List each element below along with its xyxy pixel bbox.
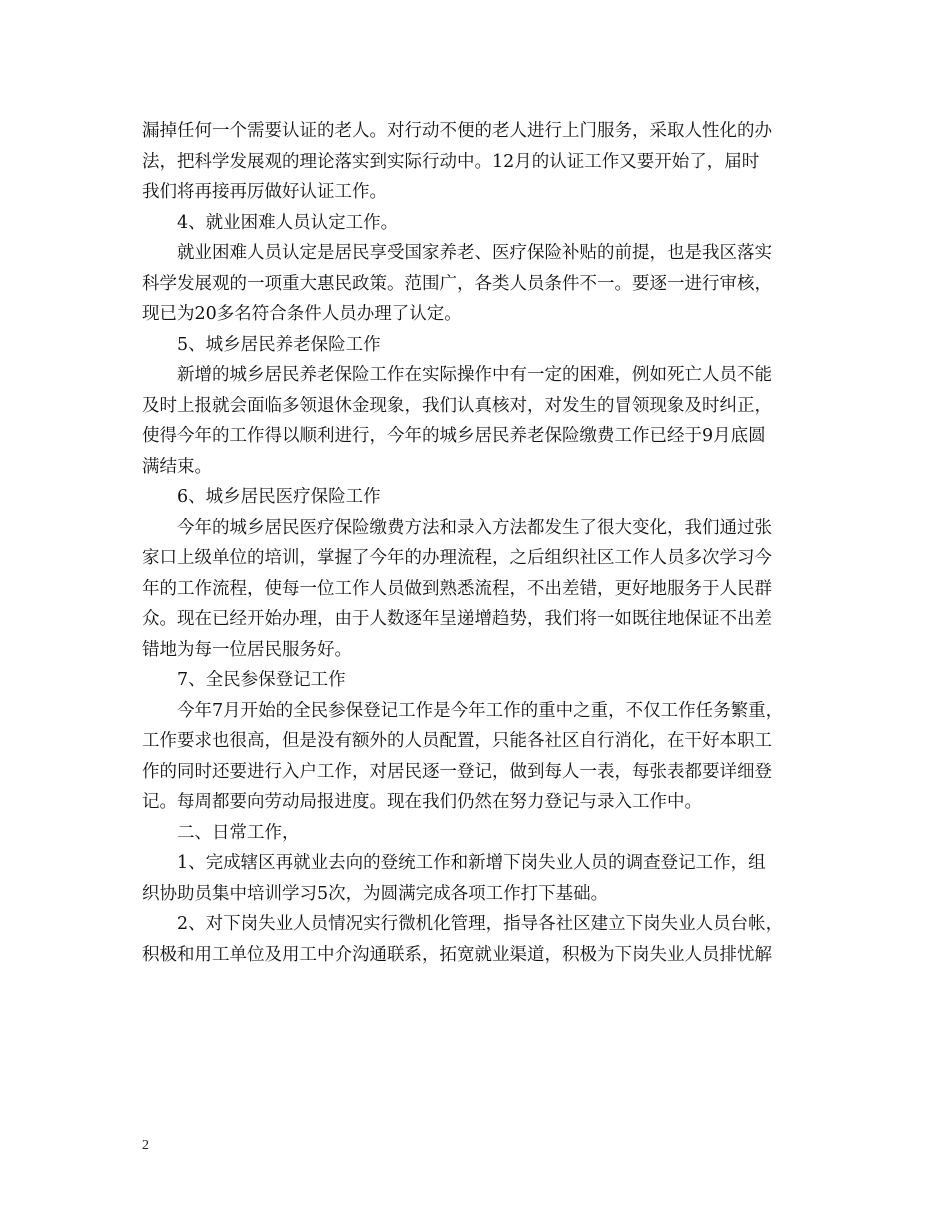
text-line: 就业困难人员认定是居民享受国家养老、医疗保险补贴的前提，也是我区落实	[177, 243, 772, 263]
text-line: 我们将再接再厉做好认证工作。	[142, 182, 387, 202]
text-line: 满结束。	[142, 456, 212, 477]
text-line: 使得今年的工作得以顺利进行，今年的城乡居民养老保险缴费工作已经于9月底圆	[142, 426, 766, 446]
text-line: 现已为20多名符合条件人员办理了认定。	[142, 304, 462, 324]
text-line: 错地为每一位居民服务好。	[142, 639, 352, 660]
text-line: 及时上报就会面临多领退休金现象，我们认真核对，对发生的冒领现象及时纠正，	[142, 395, 772, 416]
document-body	[142, 116, 810, 970]
section-heading: 5、城乡居民养老保险工作	[177, 334, 381, 355]
text-line: 众。现在已经开始办理，由于人数逐年呈递增趋势，我们将一如既往地保证不出差	[142, 609, 772, 629]
section-heading: 6、城乡居民医疗保险工作	[177, 487, 381, 507]
page-number: 2	[142, 1138, 149, 1153]
text-line: 积极和用工单位及用工中介沟通联系，拓宽就业渠道，积极为下岗失业人员排忧解	[142, 944, 772, 965]
text-line: 科学发展观的一项重大惠民政策。范围广，各类人员条件不一。要逐一进行审核，	[142, 273, 772, 294]
section-heading: 4、就业困难人员认定工作。	[177, 212, 399, 233]
text-line: 1、完成辖区再就业去向的登统工作和新增下岗失业人员的调查登记工作，组	[177, 853, 766, 873]
text-line: 家口上级单位的培训，掌握了今年的办理流程，之后组织社区工作人员多次学习今	[142, 548, 772, 568]
text-line: 织协助员集中培训学习5次，为圆满完成各项工作打下基础。	[142, 883, 609, 904]
text-line: 记。每周都要向劳动局报进度。现在我们仍然在努力登记与录入工作中。	[142, 792, 702, 812]
section-heading: 二、日常工作，	[177, 822, 300, 843]
text-line: 法，把科学发展观的理论落实到实际行动中。12月的认证工作又要开始了，届时	[142, 151, 760, 172]
section-heading: 7、全民参保登记工作	[177, 670, 346, 690]
text-line: 今年7月开始的全民参保登记工作是今年工作的重中之重，不仅工作任务繁重，	[177, 700, 784, 721]
text-line: 今年的城乡居民医疗保险缴费方法和录入方法都发生了很大变化，我们通过张	[177, 517, 772, 538]
text-line: 作的同时还要进行入户工作，对居民逐一登记，做到每人一表，每张表都要详细登	[142, 761, 772, 782]
text-line: 新增的城乡居民养老保险工作在实际操作中有一定的困难，例如死亡人员不能	[177, 365, 772, 385]
text-line: 漏掉任何一个需要认证的老人。对行动不便的老人进行上门服务，采取人性化的办	[142, 121, 772, 141]
text-line: 2、对下岗失业人员情况实行微机化管理，指导各社区建立下岗失业人员台帐，	[177, 914, 784, 934]
text-line: 年的工作流程，使每一位工作人员做到熟悉流程，不出差错，更好地服务于人民群	[142, 578, 772, 599]
text-line: 工作要求也很高，但是没有额外的人员配置，只能各社区自行消化，在干好本职工	[142, 731, 772, 751]
